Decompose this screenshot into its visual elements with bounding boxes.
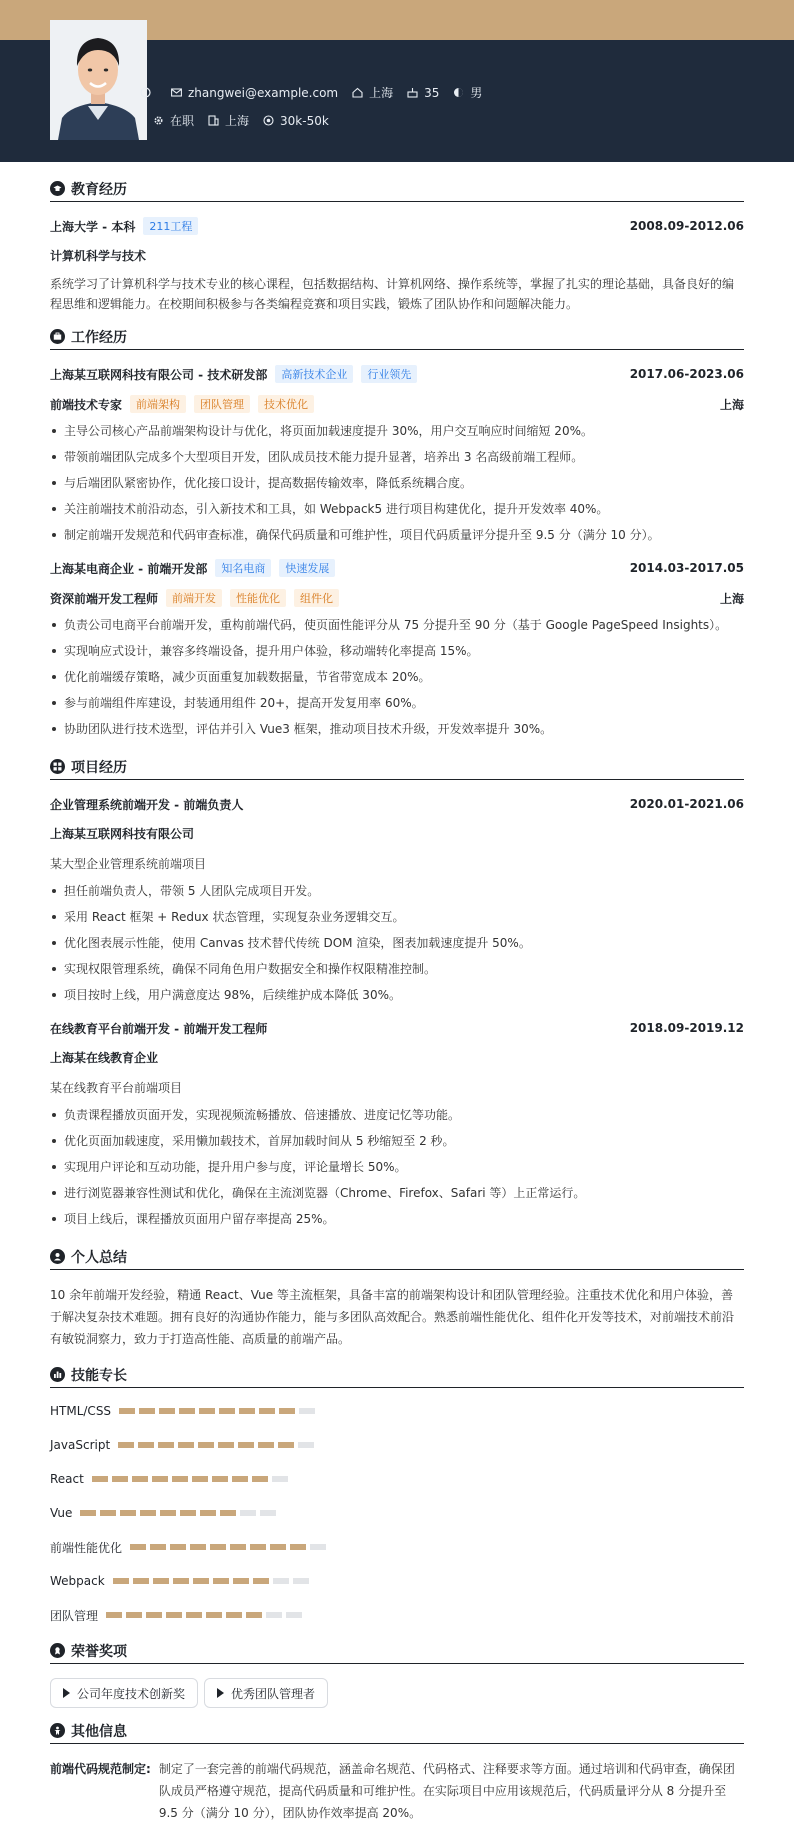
phone-icon: [140, 87, 151, 98]
user-icon: [50, 1249, 65, 1264]
skill-level-segment: [299, 1408, 315, 1414]
list-item: 关注前端技术前沿动态，引入新技术和工具，如 Webpack5 进行项目构建优化，提升开发效率 40%。: [50, 496, 744, 522]
skill-level-segment: [158, 1442, 174, 1448]
education-section: [50, 180, 744, 314]
school-name: 上海大学 - 本科: [50, 219, 136, 234]
skill-level-segment: [206, 1612, 222, 1618]
age-text: 35: [424, 85, 440, 100]
email-text: zhangwei@example.com: [188, 85, 339, 100]
project-entry: [50, 1018, 744, 1232]
list-item: 带领前端团队完成多个大型项目开发，团队成员技术能力提升显著，培养出 3 名高级前端工程师。: [50, 444, 744, 470]
other-entry: [50, 1758, 744, 1824]
project-company: 上海某在线教育企业: [50, 1051, 159, 1065]
company-tag: 知名电商: [215, 559, 271, 577]
skill-level-segment: [238, 1442, 254, 1448]
job-header: [50, 558, 744, 578]
skill-level-segment: [210, 1544, 226, 1550]
briefcase-icon: [50, 329, 65, 344]
list-item: 优化前端缓存策略，减少页面重复加载数据量，节省带宽成本 20%。: [50, 664, 744, 690]
skill-level-segment: [186, 1612, 202, 1618]
skill-level-segment: [266, 1612, 282, 1618]
skill-level-segment: [250, 1544, 266, 1550]
salary-text: 30k-50k: [280, 113, 329, 128]
list-item: 优化图表展示性能，使用 Canvas 技术替代传统 DOM 渲染，图表加载速度提升 50%。: [50, 930, 744, 956]
skill-level-segment: [213, 1578, 229, 1584]
list-item: 负责课程播放页面开发，实现视频流畅播放、倍速播放、进度记忆等功能。: [50, 1102, 744, 1128]
skill-level-segment: [290, 1544, 306, 1550]
list-item: 实现响应式设计，兼容多终端设备，提升用户体验，移动端转化率提高 15%。: [50, 638, 744, 664]
work-section: [50, 328, 744, 742]
skill-name: Webpack: [50, 1574, 105, 1588]
skill-item: [50, 1598, 402, 1632]
project-entry: [50, 794, 744, 1008]
skill-level-segment: [260, 1510, 276, 1516]
job-bullets: [50, 418, 744, 548]
skill-level-bar: [92, 1476, 292, 1482]
skill-level-segment: [178, 1442, 194, 1448]
status-item: [153, 112, 194, 129]
skill-level-segment: [180, 1510, 196, 1516]
role-row: [50, 588, 744, 608]
skill-grid: [50, 1394, 744, 1632]
role-title: 资深前端开发工程师: [50, 591, 159, 606]
job-city: 上海: [719, 397, 744, 412]
play-icon: [63, 1688, 70, 1698]
skill-level-segment: [190, 1544, 206, 1550]
award-label: 公司年度技术创新奖: [77, 1686, 186, 1701]
skill-level-segment: [119, 1408, 135, 1414]
phone-item: [140, 87, 157, 98]
skill-level-segment: [120, 1510, 136, 1516]
job-bullets: [50, 612, 744, 742]
status-text: 在职: [170, 114, 195, 128]
avatar: [50, 20, 147, 140]
skill-level-segment: [310, 1544, 326, 1550]
list-item: 协助团队进行技术选型，评估并引入 Vue3 框架，推动项目技术升级，开发效率提升 30%。: [50, 716, 744, 742]
skill-name: 团队管理: [50, 1608, 99, 1623]
award-badge: [50, 1678, 198, 1708]
list-item: 参与前端组件库建设，封装通用组件 20+，提高开发复用率 60%。: [50, 690, 744, 716]
section-title: 教育经历: [71, 181, 127, 198]
skill-level-segment: [193, 1578, 209, 1584]
section-header: [50, 1722, 744, 1744]
home-icon: [352, 87, 363, 98]
job-date: 2017.06-2023.06: [629, 367, 744, 381]
skill-level-segment: [259, 1408, 275, 1414]
section-title: 项目经历: [71, 759, 127, 776]
list-item: 实现权限管理系统，确保不同角色用户数据安全和操作权限精准控制。: [50, 956, 744, 982]
skill-level-segment: [273, 1578, 289, 1584]
skill-level-segment: [230, 1544, 246, 1550]
skills-section: [50, 1366, 744, 1632]
list-item: 优化页面加载速度，采用懒加载技术，首屏加载时间从 5 秒缩短至 2 秒。: [50, 1128, 744, 1154]
projects-section: [50, 758, 744, 1232]
list-item: 负责公司电商平台前端开发，重构前端代码，使页面性能评分从 75 分提升至 90 分（基于 Google PageSpeed Insights）。: [50, 612, 744, 638]
company-tag: 高新技术企业: [275, 365, 353, 383]
skill-level-segment: [232, 1476, 248, 1482]
skill-name: 前端性能优化: [50, 1540, 123, 1555]
job-entry: [50, 364, 744, 548]
job-header: [50, 364, 744, 384]
skill-level-segment: [298, 1442, 314, 1448]
other-label: 前端代码规范制定:: [50, 1762, 151, 1776]
project-name: 企业管理系统前端开发 - 前端负责人: [50, 797, 244, 812]
skill-level-segment: [100, 1510, 116, 1516]
skill-level-segment: [252, 1476, 268, 1482]
email-item[interactable]: [171, 86, 338, 100]
summary-section: [50, 1248, 744, 1350]
skill-level-segment: [118, 1442, 134, 1448]
skill-name: Vue: [50, 1506, 73, 1520]
education-desc: 系统学习了计算机科学与技术专业的核心课程，包括数据结构、计算机网络、操作系统等，掌握了扎实的理论基础，具备良好的编程思维和逻辑能力。在校期间积极参与各类编程竞赛和项目实践，锻炼了团队协作和问题解决能力。: [50, 277, 735, 311]
list-item: 采用 React 框架 + Redux 状态管理，实现复杂业务逻辑交互。: [50, 904, 744, 930]
project-desc: 某大型企业管理系统前端项目: [50, 857, 207, 871]
education-date: 2008.09-2012.06: [629, 219, 744, 233]
list-item: 项目按时上线，用户满意度达 98%，后续维护成本降低 30%。: [50, 982, 744, 1008]
skill-level-segment: [246, 1612, 262, 1618]
project-header: [50, 1018, 744, 1038]
list-item: 制定前端开发规范和代码审查标准，确保代码质量和可维护性，项目代码质量评分提升至 9.5 分（满分 10 分）。: [50, 522, 744, 548]
role-tag: 团队管理: [194, 395, 250, 413]
skill-level-segment: [233, 1578, 249, 1584]
other-section: [50, 1722, 744, 1824]
skill-item: [50, 1530, 402, 1564]
skill-level-segment: [170, 1544, 186, 1550]
other-text: 制定了一套完善的前端代码规范，涵盖命名规范、代码格式、注释要求等方面。通过培训和代码审查，确保团队成员严格遵守规范，提高代码质量和可维护性。在实际项目中应用该规范后，代码质量评分从 8 分提升至 9.5 分（满分 10 分），团队协作效率提高 20%。: [158, 1762, 735, 1820]
skill-level-segment: [146, 1612, 162, 1618]
skill-level-segment: [173, 1578, 189, 1584]
skill-level-bar: [130, 1544, 330, 1550]
work-city-text: 上海: [225, 114, 250, 128]
skill-item: [50, 1496, 402, 1530]
skill-level-segment: [166, 1612, 182, 1618]
section-title: 其他信息: [71, 1723, 127, 1740]
skill-level-segment: [172, 1476, 188, 1482]
skill-level-segment: [200, 1510, 216, 1516]
major: 计算机科学与技术: [50, 249, 147, 263]
list-item: 项目上线后，课程播放页面用户留存率提高 25%。: [50, 1206, 744, 1232]
section-header: [50, 328, 744, 350]
company-name: 上海某电商企业 - 前端开发部: [50, 561, 208, 576]
skill-level-segment: [80, 1510, 96, 1516]
role-title: 前端技术专家: [50, 397, 123, 412]
skill-level-segment: [293, 1578, 309, 1584]
job-city: 上海: [719, 591, 744, 606]
location-item: [352, 84, 393, 101]
role-tag: 技术优化: [258, 395, 314, 413]
skill-level-segment: [258, 1442, 274, 1448]
skill-item: [50, 1564, 402, 1598]
skill-level-segment: [139, 1408, 155, 1414]
section-header: [50, 180, 744, 202]
contact-row: [140, 84, 496, 101]
skill-level-segment: [133, 1578, 149, 1584]
skill-level-segment: [179, 1408, 195, 1414]
skill-level-segment: [152, 1476, 168, 1482]
skill-level-segment: [150, 1544, 166, 1550]
building-icon: [208, 115, 219, 126]
project-date: 2020.01-2021.06: [629, 797, 744, 811]
age-item: [407, 86, 439, 100]
skill-item: [50, 1462, 402, 1496]
section-header: [50, 1642, 744, 1664]
cake-icon: [407, 87, 418, 98]
skill-level-bar: [113, 1578, 313, 1584]
target-icon: [263, 115, 274, 126]
skill-level-segment: [192, 1476, 208, 1482]
summary-text: 10 余年前端开发经验，精通 React、Vue 等主流框架，具备丰富的前端架构设计和团队管理经验。注重技术优化和用户体验，善于解决复杂技术难题。拥有良好的沟通协作能力，能与多团队高效配合。熟悉前端性能优化、组件化开发等技术，对前端技术前沿有敏锐洞察力，致力于打造高性能、高质量的前端产品。: [50, 1288, 735, 1346]
role-tag: 前端开发: [166, 589, 222, 607]
skill-level-segment: [218, 1442, 234, 1448]
skill-level-segment: [270, 1544, 286, 1550]
list-item: 担任前端负责人，带领 5 人团队完成项目开发。: [50, 878, 744, 904]
role-tag: 组件化: [294, 589, 339, 607]
graduation-cap-icon: [50, 181, 65, 196]
section-title: 工作经历: [71, 329, 127, 346]
skill-item: [50, 1394, 402, 1428]
project-bullets: [50, 1102, 744, 1232]
company-name: 上海某互联网科技有限公司 - 技术研发部: [50, 367, 268, 382]
skill-level-bar: [119, 1408, 319, 1414]
job-entry: [50, 558, 744, 742]
skill-level-segment: [272, 1476, 288, 1482]
person-icon: [50, 1723, 65, 1738]
skill-level-segment: [278, 1442, 294, 1448]
skill-level-segment: [220, 1510, 236, 1516]
skill-level-segment: [226, 1612, 242, 1618]
gender-icon: [453, 87, 464, 98]
project-company: 上海某互联网科技有限公司: [50, 827, 195, 841]
skill-level-segment: [160, 1510, 176, 1516]
award-badge: [204, 1678, 328, 1708]
skill-level-segment: [126, 1612, 142, 1618]
project-name: 在线教育平台前端开发 - 前端开发工程师: [50, 1021, 268, 1036]
project-desc: 某在线教育平台前端项目: [50, 1081, 183, 1095]
skill-name: HTML/CSS: [50, 1404, 112, 1418]
awards-section: [50, 1642, 744, 1708]
skill-level-bar: [106, 1612, 306, 1618]
skill-level-segment: [92, 1476, 108, 1482]
skill-level-bar: [80, 1510, 280, 1516]
skill-level-segment: [112, 1476, 128, 1482]
company-tag: 快速发展: [279, 559, 335, 577]
skill-level-segment: [140, 1510, 156, 1516]
project-bullets: [50, 878, 744, 1008]
skill-item: [50, 1428, 402, 1462]
education-header: [50, 216, 744, 236]
section-title: 个人总结: [71, 1249, 127, 1266]
skill-level-segment: [153, 1578, 169, 1584]
skill-level-segment: [286, 1612, 302, 1618]
skill-name: React: [50, 1472, 84, 1486]
location-text: 上海: [369, 86, 394, 100]
gender-item: [453, 84, 482, 101]
play-icon: [217, 1688, 224, 1698]
skill-level-segment: [106, 1612, 122, 1618]
gear-icon: [153, 115, 164, 126]
mail-icon: [171, 87, 182, 98]
awards-list: [50, 1678, 744, 1708]
skill-level-segment: [253, 1578, 269, 1584]
section-title: 荣誉奖项: [71, 1643, 127, 1660]
list-item: 主导公司核心产品前端架构设计与优化，将页面加载速度提升 30%，用户交互响应时间缩短 20%。: [50, 418, 744, 444]
section-header: [50, 758, 744, 780]
salary-item: [263, 114, 329, 128]
skill-level-segment: [240, 1510, 256, 1516]
list-item: 实现用户评论和互动功能，提升用户参与度，评论量增长 50%。: [50, 1154, 744, 1180]
skill-level-segment: [239, 1408, 255, 1414]
section-title: 技能专长: [71, 1367, 127, 1384]
skill-level-segment: [130, 1544, 146, 1550]
status-row: [153, 112, 343, 129]
section-header: [50, 1248, 744, 1270]
skill-level-segment: [199, 1408, 215, 1414]
skill-level-segment: [132, 1476, 148, 1482]
medal-icon: [50, 1643, 65, 1658]
role-row: [50, 394, 744, 414]
company-tag: 行业领先: [361, 365, 417, 383]
skill-level-segment: [279, 1408, 295, 1414]
skill-level-segment: [138, 1442, 154, 1448]
job-date: 2014.03-2017.05: [629, 561, 744, 575]
skill-level-segment: [159, 1408, 175, 1414]
skill-level-segment: [219, 1408, 235, 1414]
list-item: 进行浏览器兼容性测试和优化，确保在主流浏览器（Chrome、Firefox、Safari 等）上正常运行。: [50, 1180, 744, 1206]
skill-name: JavaScript: [50, 1438, 111, 1452]
school-tag: 211工程: [143, 217, 198, 235]
project-header: [50, 794, 744, 814]
skill-level-segment: [212, 1476, 228, 1482]
gender-text: 男: [470, 86, 483, 100]
list-item: 与后端团队紧密协作，优化接口设计，提高数据传输效率，降低系统耦合度。: [50, 470, 744, 496]
project-date: 2018.09-2019.12: [629, 1021, 744, 1035]
skill-level-bar: [118, 1442, 318, 1448]
role-tag: 前端架构: [130, 395, 186, 413]
work-city-item: [208, 112, 249, 129]
role-tag: 性能优化: [230, 589, 286, 607]
skill-level-segment: [113, 1578, 129, 1584]
grid-icon: [50, 759, 65, 774]
resume-body: [50, 180, 744, 1824]
award-label: 优秀团队管理者: [231, 1686, 316, 1701]
section-header: [50, 1366, 744, 1388]
skill-level-segment: [198, 1442, 214, 1448]
bar-chart-icon: [50, 1367, 65, 1382]
